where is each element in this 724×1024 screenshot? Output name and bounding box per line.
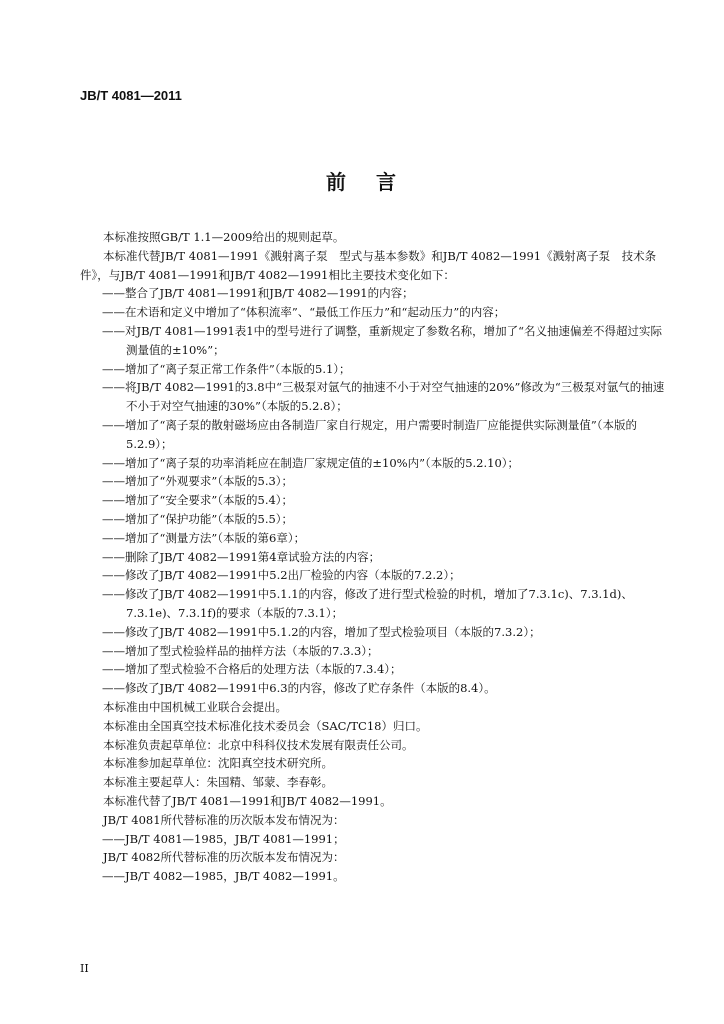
list-item: ——增加了“离子泵的功率消耗应在制造厂家规定值的±10%内”（本版的5.2.10）； (102, 455, 520, 470)
page-title (0, 166, 724, 195)
list-item: ——增加了“离子泵正常工作条件”（本版的5.1）； (102, 361, 351, 376)
paragraph: 本标准负责起草单位：北京中科科仪技术发展有限责任公司。 (103, 737, 414, 752)
list-item: ——增加了“测量方法”（本版的第6章）； (102, 530, 306, 545)
list-item: ——增加了“保护功能”（本版的5.5）； (102, 511, 294, 526)
paragraph: 本标准主要起草人：朱国精、邹蒙、李春彰。 (103, 775, 333, 790)
list-item: ——修改了JB/T 4082—1991中5.1.1的内容，修改了进行型式检验的时机，增加了7.3.1c)、7.3.1d)、7.3.1e)、7.3.1f)的要求（本版的7.3.1）； (102, 587, 633, 620)
title-char-1: 前 (326, 170, 348, 194)
list-item: ——增加了型式检验样品的抽样方法（本版的7.3.3）； (102, 643, 379, 658)
list-item: ——JB/T 4082—1985，JB/T 4082—1991。 (102, 869, 345, 884)
paragraph: JB/T 4081所代替标准的历次版本发布情况为： (103, 812, 345, 827)
paragraph: JB/T 4082所代替标准的历次版本发布情况为： (103, 850, 345, 865)
list-item: ——JB/T 4081—1985，JB/T 4081—1991； (102, 831, 345, 846)
list-item: ——增加了“安全要求”（本版的5.4）； (102, 493, 294, 508)
list-item: ——对JB/T 4081—1991表1中的型号进行了调整，重新规定了参数名称，增加了“名义抽速偏差不得超过实际测量值的±10%”； (102, 323, 662, 357)
list-item: ——在术语和定义中增加了“体积流率”、“最低工作压力”和“起动压力”的内容； (102, 305, 506, 320)
foreword-body (80, 228, 668, 886)
paragraph: 本标准由中国机械工业联合会提出。 (103, 699, 287, 714)
list-item: ——修改了JB/T 4082—1991中5.2出厂检验的内容（本版的7.2.2）； (102, 568, 461, 583)
title-char-2: 言 (376, 170, 398, 194)
list-item: ——删除了JB/T 4082—1991第4章试验方法的内容； (102, 549, 381, 564)
page-number: II (80, 962, 89, 975)
paragraph: 本标准代替JB/T 4081—1991《溅射离子泵 型式与基本参数》和JB/T 4082—1991《溅射离子泵 技术条件》，与JB/T 4081—1991和JB/T 4082—1991相比主要技术变化如下： (80, 248, 657, 282)
list-item: ——增加了型式检验不合格后的处理方法（本版的7.3.4）； (102, 662, 402, 677)
paragraph: 本标准参加起草单位：沈阳真空技术研究所。 (103, 756, 333, 771)
paragraph: 本标准由全国真空技术标准化技术委员会（SAC/TC18）归口。 (103, 718, 428, 733)
list-item: ——增加了“外观要求”（本版的5.3）； (102, 474, 294, 489)
paragraph: 本标准代替了JB/T 4081—1991和JB/T 4082—1991。 (103, 793, 392, 808)
document-code-header: JB/T 4081—2011 (80, 88, 182, 103)
list-item: ——整合了JB/T 4081—1991和JB/T 4082—1991的内容； (102, 286, 414, 301)
paragraph: 本标准按照GB/T 1.1—2009给出的规则起草。 (103, 230, 345, 244)
list-item: ——修改了JB/T 4082—1991中5.1.2的内容，增加了型式检验项目（本版的7.3.2）； (102, 624, 541, 639)
list-item: ——增加了“离子泵的散射磁场应由各制造厂家自行规定，用户需要时制造厂应能提供实际测量值”（本版的5.2.9）； (102, 417, 638, 451)
list-item: ——修改了JB/T 4082—1991中6.3的内容，修改了贮存条件（本版的8.4）。 (102, 681, 496, 696)
list-item: ——将JB/T 4082—1991的3.8中“三极泵对氩气的抽速不小于对空气抽速的20%”修改为“三极泵对氩气的抽速不小于对空气抽速的30%”（本版的5.2.8）； (102, 380, 665, 414)
